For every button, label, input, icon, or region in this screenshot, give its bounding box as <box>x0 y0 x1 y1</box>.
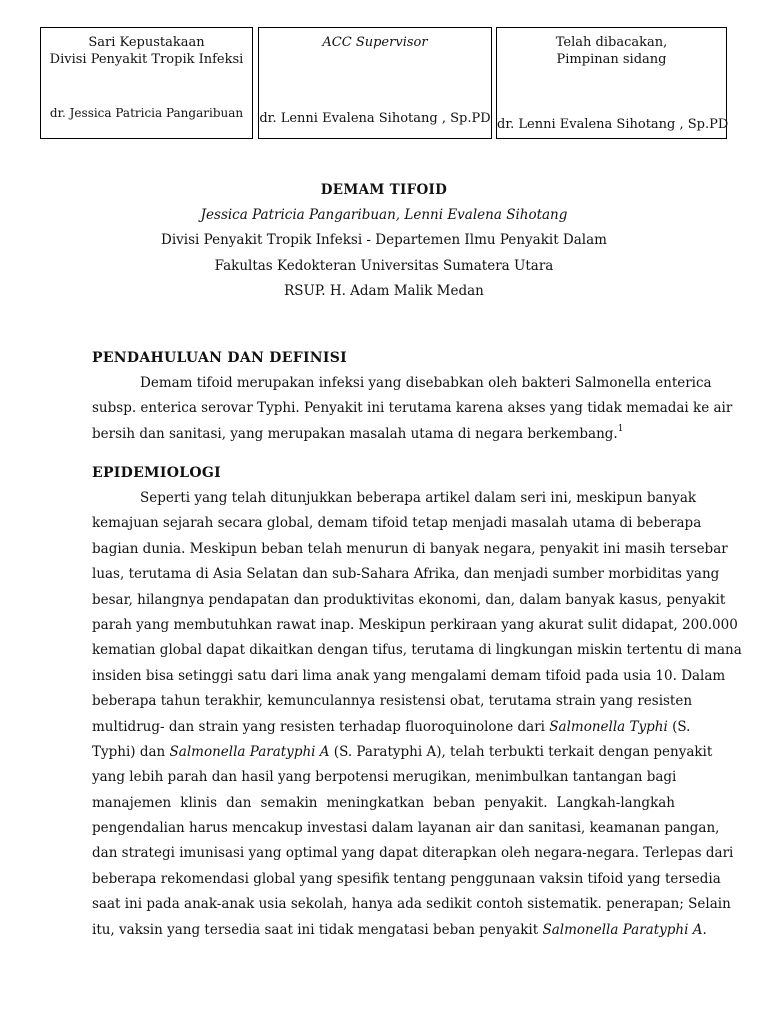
paragraph-line <box>92 918 707 943</box>
paragraph-line-text: . <box>702 921 707 938</box>
paragraph-line <box>92 740 713 765</box>
supervisor-box-header <box>259 34 491 51</box>
supervisor-approval-box <box>258 27 492 139</box>
paragraph-line: besar, hilangnya pendapatan dan produktivitas ekonomi, dan, dalam banyak kasus, penyakit <box>92 591 726 608</box>
supervisor-box-line1: ACC Supervisor <box>322 35 428 50</box>
chair-box-line1: Telah dibacakan, <box>555 35 668 50</box>
paragraph-line: subsp. enterica serovar Typhi. Penyakit ini terutama karena akses yang tidak memadai ke air <box>92 400 733 417</box>
paragraph-line: kemajuan sejarah secara global, demam tifoid tetap menjadi masalah utama di beberapa <box>92 515 702 532</box>
chair-approval-box <box>496 27 727 139</box>
paragraph-line: pengendalian harus mencakup investasi dalam layanan air dan sanitasi, keamanan pangan, <box>92 820 720 837</box>
document-authors: Jessica Patricia Pangaribuan, Lenni Evalena Sihotang <box>200 207 568 223</box>
species-name: Salmonella Typhi <box>549 718 668 735</box>
paragraph-line: manajemen klinis dan semakin meningkatkan beban penyakit. Langkah-langkah <box>92 794 675 811</box>
paragraph-intro <box>92 371 733 447</box>
paragraph-line: bagian dunia. Meskipun beban telah menurun di banyak negara, penyakit ini masih tersebar <box>92 540 728 557</box>
paragraph-line: parah yang membutuhkan rawat inap. Meskipun perkiraan yang akurat sulit didapat, 200.000 <box>92 616 738 633</box>
species-name: Salmonella Paratyphi A <box>169 743 330 760</box>
affiliation-hospital: RSUP. H. Adam Malik Medan <box>284 283 484 299</box>
paragraph-line: dan strategi imunisasi yang optimal yang dapat diterapkan oleh negara-negara. Terlepas dari <box>92 845 734 862</box>
library-box-header <box>41 34 252 68</box>
library-box-line1: Sari Kepustakaan <box>88 35 205 50</box>
paragraph-line-text: (S. Paratyphi A), telah terbukti terkait dengan penyakit <box>329 743 713 760</box>
library-box-signatory: dr. Jessica Patricia Pangaribuan <box>49 106 244 120</box>
paragraph-line <box>92 422 675 447</box>
paragraph-line: luas, terutama di Asia Selatan dan sub-Sahara Afrika, dan menjadi sumber morbiditas yang <box>92 566 720 583</box>
document-title: DEMAM TIFOID <box>320 182 448 198</box>
species-name: Salmonella Paratyphi A <box>542 921 703 938</box>
paragraph-line: Seperti yang telah ditunjukkan beberapa artikel dalam seri ini, meskipun banyak <box>140 490 697 506</box>
paragraph-line <box>92 715 691 740</box>
paragraph-line-text: itu, vaksin yang tersedia saat ini tidak mengatasi beban penyakit <box>92 921 539 938</box>
library-box-line2: Divisi Penyakit Tropik Infeksi <box>49 52 244 67</box>
supervisor-box-signatory: dr. Lenni Evalena Sihotang , Sp.PD <box>259 111 491 126</box>
footnote-ref: 1 <box>617 423 624 434</box>
chair-box-line2: Pimpinan sidang <box>556 52 667 67</box>
section-heading-intro: PENDAHULUAN DAN DEFINISI <box>92 350 348 366</box>
chair-box-header <box>497 34 726 68</box>
paragraph-line-text: Typhi) dan <box>92 743 166 760</box>
affiliation-faculty: Fakultas Kedokteran Universitas Sumatera Utara <box>214 258 554 274</box>
affiliation-department: Divisi Penyakit Tropik Infeksi - Departemen Ilmu Penyakit Dalam <box>161 232 607 248</box>
paragraph-line: kematian global dapat dikaitkan dengan tifus, terutama di lingkungan miskin tertentu di mana <box>92 642 742 659</box>
chair-box-signatory: dr. Lenni Evalena Sihotang , Sp.PD <box>497 117 729 132</box>
library-approval-box <box>40 27 253 139</box>
paragraph-line-text: multidrug- dan strain yang resisten terhadap fluoroquinolone dari <box>92 718 545 735</box>
paragraph-line-text: (S. <box>667 718 691 735</box>
paragraph-line: beberapa rekomendasi global yang spesifik tentang penggunaan vaksin tifoid yang tersedia <box>92 870 721 887</box>
paragraph-line: beberapa tahun terakhir, kemunculannya resistensi obat, terutama strain yang resisten <box>92 693 693 710</box>
paragraph-line: yang lebih parah dan hasil yang berpotensi merugikan, menimbulkan tantangan bagi <box>92 769 677 786</box>
paragraph-epidemiology <box>92 486 742 943</box>
section-heading-epidemiology: EPIDEMIOLOGI <box>92 465 221 481</box>
paragraph-line: insiden bisa setinggi satu dari lima anak yang mengalami demam tifoid pada usia 10. Dalam <box>92 667 726 684</box>
paragraph-line-text: bersih dan sanitasi, yang merupakan masalah utama di negara berkembang. <box>92 425 618 442</box>
paragraph-line: saat ini pada anak-anak usia sekolah, hanya ada sedikit contoh sistematik. penerapan; Selain <box>92 896 731 913</box>
paragraph-line: Demam tifoid merupakan infeksi yang disebabkan oleh bakteri Salmonella enterica <box>140 375 712 391</box>
